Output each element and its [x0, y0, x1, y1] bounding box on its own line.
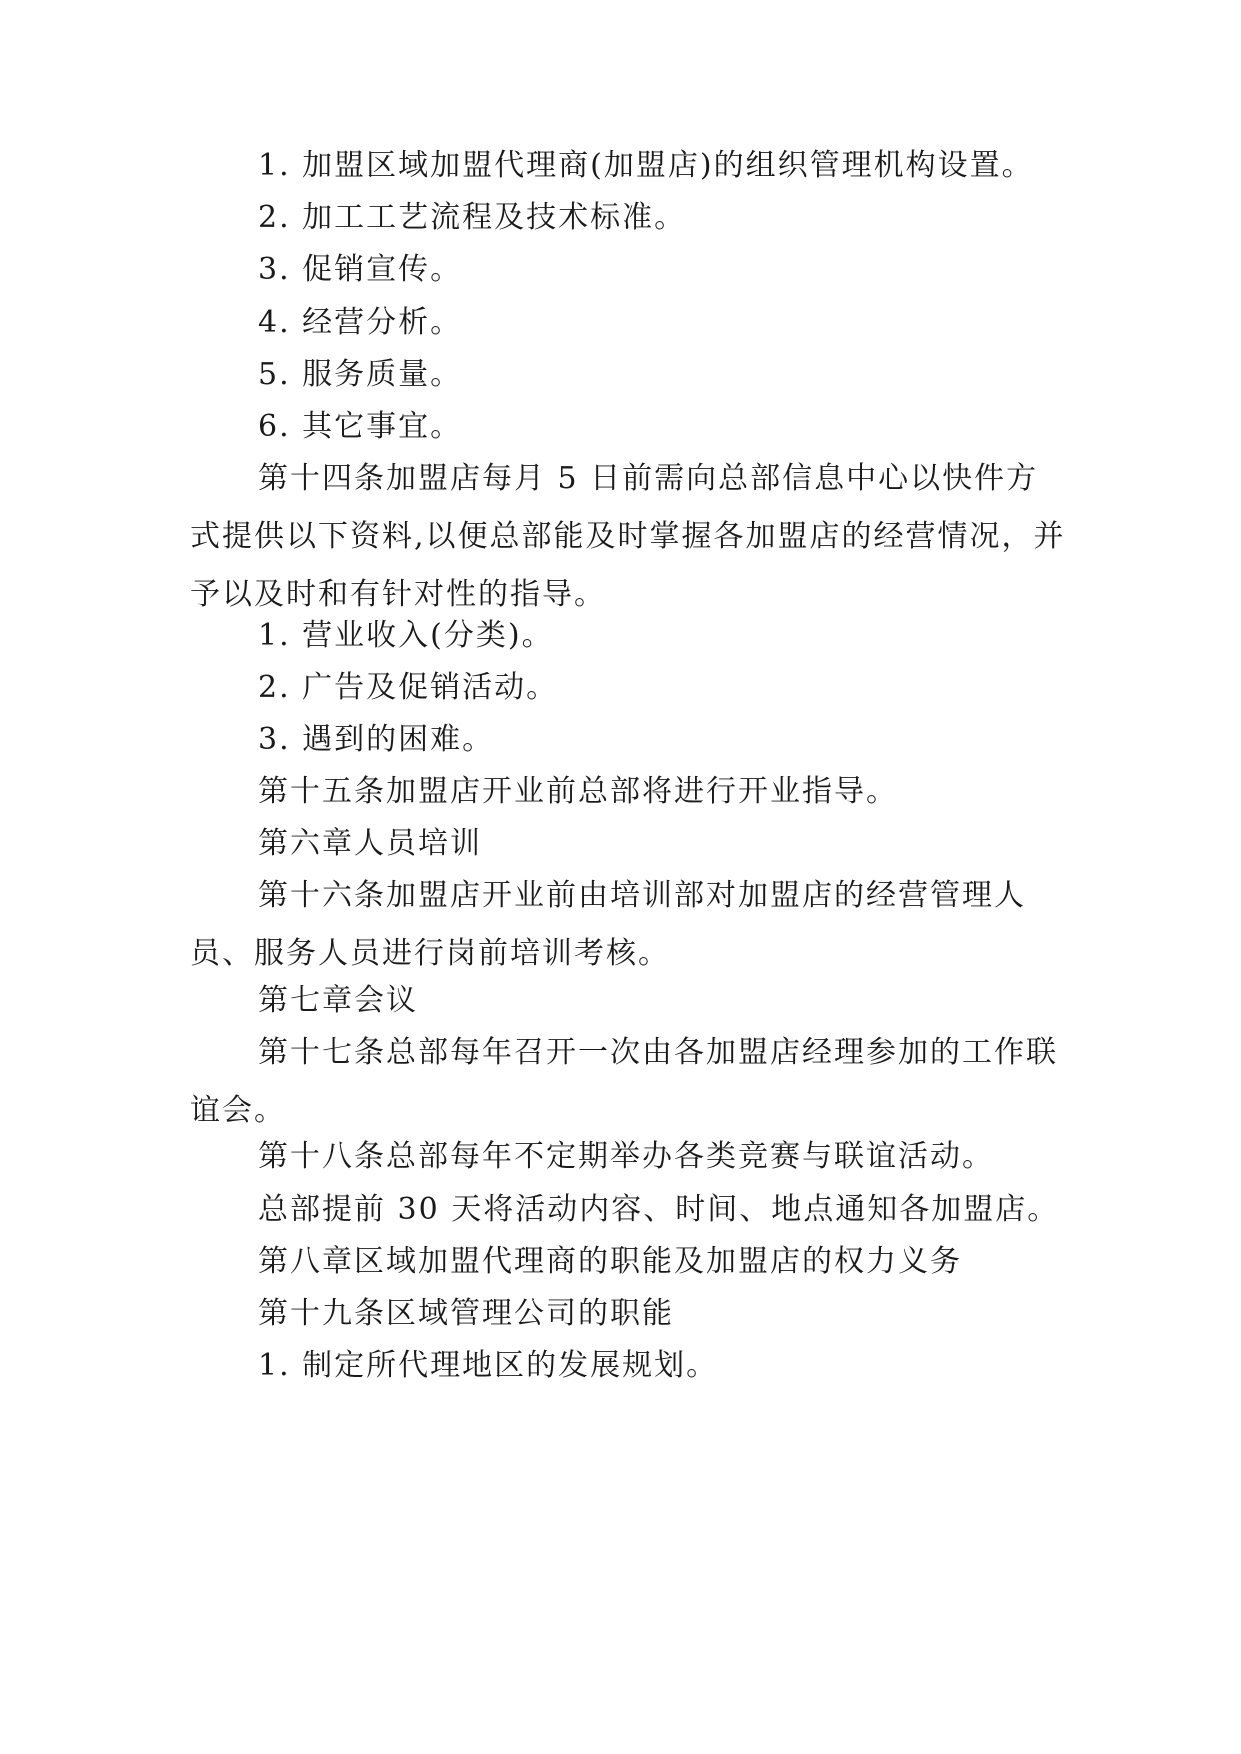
- list-item: 4. 经营分析。: [258, 305, 463, 340]
- list-item: 1. 加盟区域加盟代理商(加盟店)的组织管理机构设置。: [258, 148, 1034, 183]
- list-item: 2. 加工工艺流程及技术标准。: [258, 200, 687, 235]
- list-item: 2. 广告及促销活动。: [258, 670, 559, 705]
- list-item: 1. 营业收入(分类)。: [258, 618, 554, 653]
- article-paragraph: 第十四条加盟店每月 5 日前需向总部信息中心以快件方式提供以下资料,以便总部能及时掌握各加盟店的经营情况，并予以及时和有针对性的指导。: [190, 461, 1066, 612]
- list-item: 5. 服务质量。: [258, 357, 463, 392]
- chapter-heading: 第八章区域加盟代理商的职能及加盟店的权力义务: [258, 1244, 962, 1279]
- list-item: 3. 遇到的困难。: [258, 722, 495, 757]
- chapter-heading: 第六章人员培训: [258, 826, 482, 861]
- article-paragraph: 第十五条加盟店开业前总部将进行开业指导。: [258, 774, 898, 809]
- article-paragraph: 第十七条总部每年召开一次由各加盟店经理参加的工作联谊会。: [190, 1035, 1058, 1128]
- article-paragraph: 第十八条总部每年不定期举办各类竞赛与联谊活动。: [258, 1139, 994, 1174]
- list-item: 3. 促销宣传。: [258, 252, 463, 287]
- notice-paragraph: 总部提前 30 天将活动内容、时间、地点通知各加盟店。: [258, 1192, 1060, 1227]
- article-paragraph: 第十六条加盟店开业前由培训部对加盟店的经营管理人员、服务人员进行岗前培训考核。: [190, 878, 1026, 971]
- article-paragraph: 第十九条区域管理公司的职能: [258, 1296, 674, 1331]
- list-item: 1. 制定所代理地区的发展规划。: [258, 1348, 719, 1383]
- list-item: 6. 其它事宜。: [258, 409, 463, 444]
- chapter-heading: 第七章会议: [258, 983, 418, 1018]
